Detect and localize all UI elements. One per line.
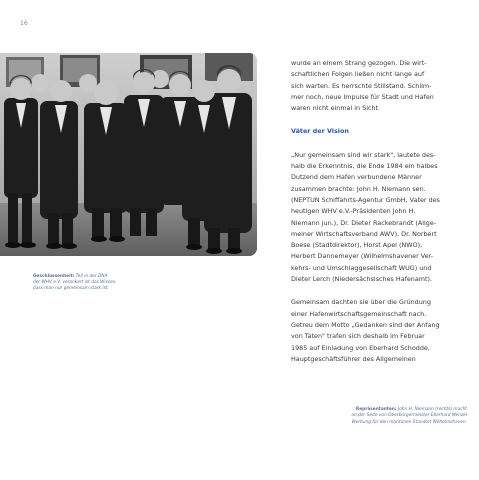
- caption-left-title: Geschlossenheit:: [33, 274, 75, 279]
- caption-right-line: Werbung für den maritimen Standort Wilhelmshaven.: [351, 419, 467, 425]
- caption-left-line: Teil in der DNA: [75, 274, 108, 279]
- caption-right-line: John H. Niemann (rechts) macht: [397, 407, 467, 412]
- intro-paragraph: wurde an einem Strang gezogen. Die wirt- schaftlichen Folgen ließen nicht lange auf sich warten. Es herrschte Stillstand. Schlim- mer noch, neue Impulse für Stadt und Hafen waren nicht einmal in Sicht.: [291, 59, 434, 113]
- section-heading: Väter der Vision: [291, 127, 349, 136]
- group-photo: [0, 53, 257, 256]
- photo-caption-right: [317, 407, 467, 426]
- caption-right-line: an der Seite von Oberbürgermeister Eberhard Menzel: [351, 413, 467, 419]
- body-paragraph: Gemeinsam dachten sie über die Gründung einer Hafenwirtschaftsgemeinschaft nach. Getreu dem Motto „Gedanken sind der Anfang von Taten" trafen sich deshalb im Februar 1985 auf Einladung von Eberhard Schodde, Hauptgeschäftsführer des Allgemeinen: [291, 298, 440, 363]
- article-body: [291, 58, 471, 377]
- group-photo-image: [0, 53, 257, 256]
- caption-right-title: Repräsentanten:: [355, 407, 397, 412]
- caption-left-line: der WHV e.V. verankert ist das Wissen,: [33, 280, 117, 285]
- photo-caption-left: [33, 274, 143, 292]
- page-number: 16: [20, 20, 28, 27]
- body-paragraph: „Nur gemeinsam sind wir stark", lautete des- halb die Erkenntnis, die Ende 1984 ein halbes Dutzend dem Hafen verbundene Männer zusammen brachte: John H. Niemann sen. (NEPTUN Schiffahrts-Agentur GmbH, Vater des heutigen WHV e.V.-Präsidenten John H. Niemann jun.), Dr. Dieter Rackebrandt (Allge- meiner Wirtschaftsverband AWV), Dr. Norbert Boese (Stadtdirektor), Horst Apel (NWO), Herbert Dannemeyer (Wilhelmshavener Ver- kehrs- und Umschlaggesellschaft WUG) und Dieter Lerch (Niedersächsisches Hafenamt).: [291, 150, 440, 284]
- caption-left-line: dass man nur gemeinsam stark ist.: [33, 286, 109, 291]
